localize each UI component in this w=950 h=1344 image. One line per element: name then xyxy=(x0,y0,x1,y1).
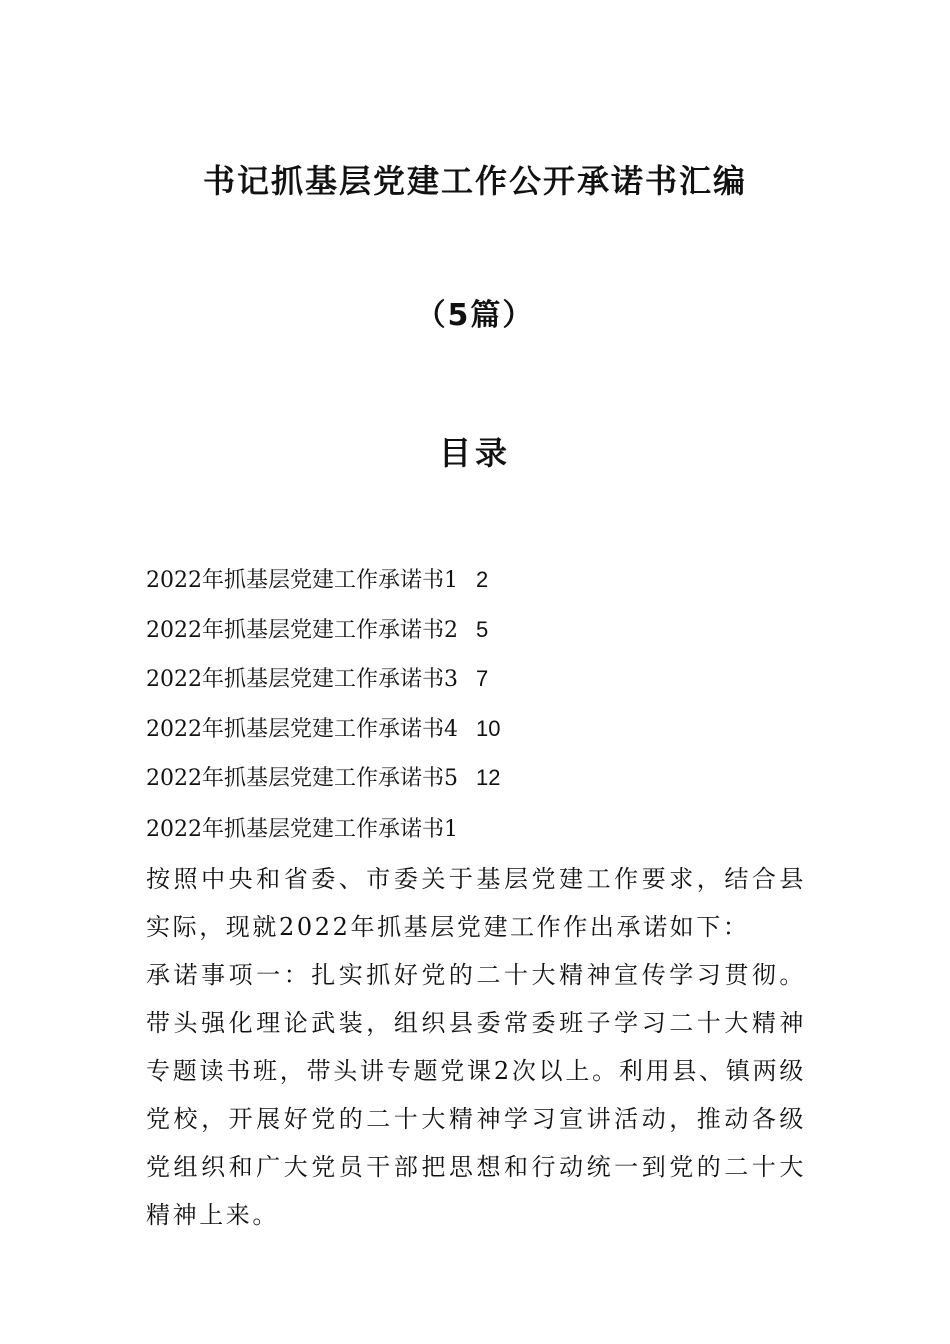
toc-entry-label: 2022年抓基层党建工作承诺书2 xyxy=(146,617,458,643)
toc-entry-page: 5 xyxy=(476,616,489,642)
toc-entry-page: 7 xyxy=(476,666,489,691)
toc-entry-label: 2022年抓基层党建工作承诺书5 xyxy=(146,766,458,791)
document-subtitle: （5篇） xyxy=(415,298,535,333)
toc-entry[interactable] xyxy=(146,709,806,759)
toc-entry-label: 2022年抓基层党建工作承诺书3 xyxy=(146,667,458,692)
toc-entry[interactable] xyxy=(146,610,806,660)
body-paragraph-commitment-1: 承诺事项一：扎实抓好党的二十大精神宣传学习贯彻。带头强化理论武装，组织县委常委班子学习二十大精神专题读书班，带头讲专题党课2次以上。利用县、镇两级党校，开展好党的二十大精神学习宣讲活动，推动各级党组织和广大党员干部把思想和行动统一到党的二十大精神上来。 xyxy=(146,961,806,1229)
toc-entry-page: 12 xyxy=(476,765,501,790)
document-title: 书记抓基层党建工作公开承诺书汇编 xyxy=(202,162,747,200)
table-of-contents xyxy=(146,560,806,808)
toc-entry[interactable] xyxy=(146,758,806,808)
toc-heading: 目录 xyxy=(438,434,511,472)
toc-entry-label: 2022年抓基层党建工作承诺书4 xyxy=(146,716,458,742)
document-body xyxy=(146,810,806,1239)
toc-entry[interactable] xyxy=(146,659,806,709)
toc-entry-page: 2 xyxy=(476,567,489,592)
section-title: 2022年抓基层党建工作承诺书1 xyxy=(146,817,458,842)
toc-entry[interactable] xyxy=(146,560,806,610)
toc-entry-page: 10 xyxy=(476,715,501,741)
body-paragraph-intro: 按照中央和省委、市委关于基层党建工作要求，结合县实际，现就2022年抓基层党建工作作出承诺如下： xyxy=(146,865,806,941)
toc-entry-label: 2022年抓基层党建工作承诺书1 xyxy=(146,568,458,593)
